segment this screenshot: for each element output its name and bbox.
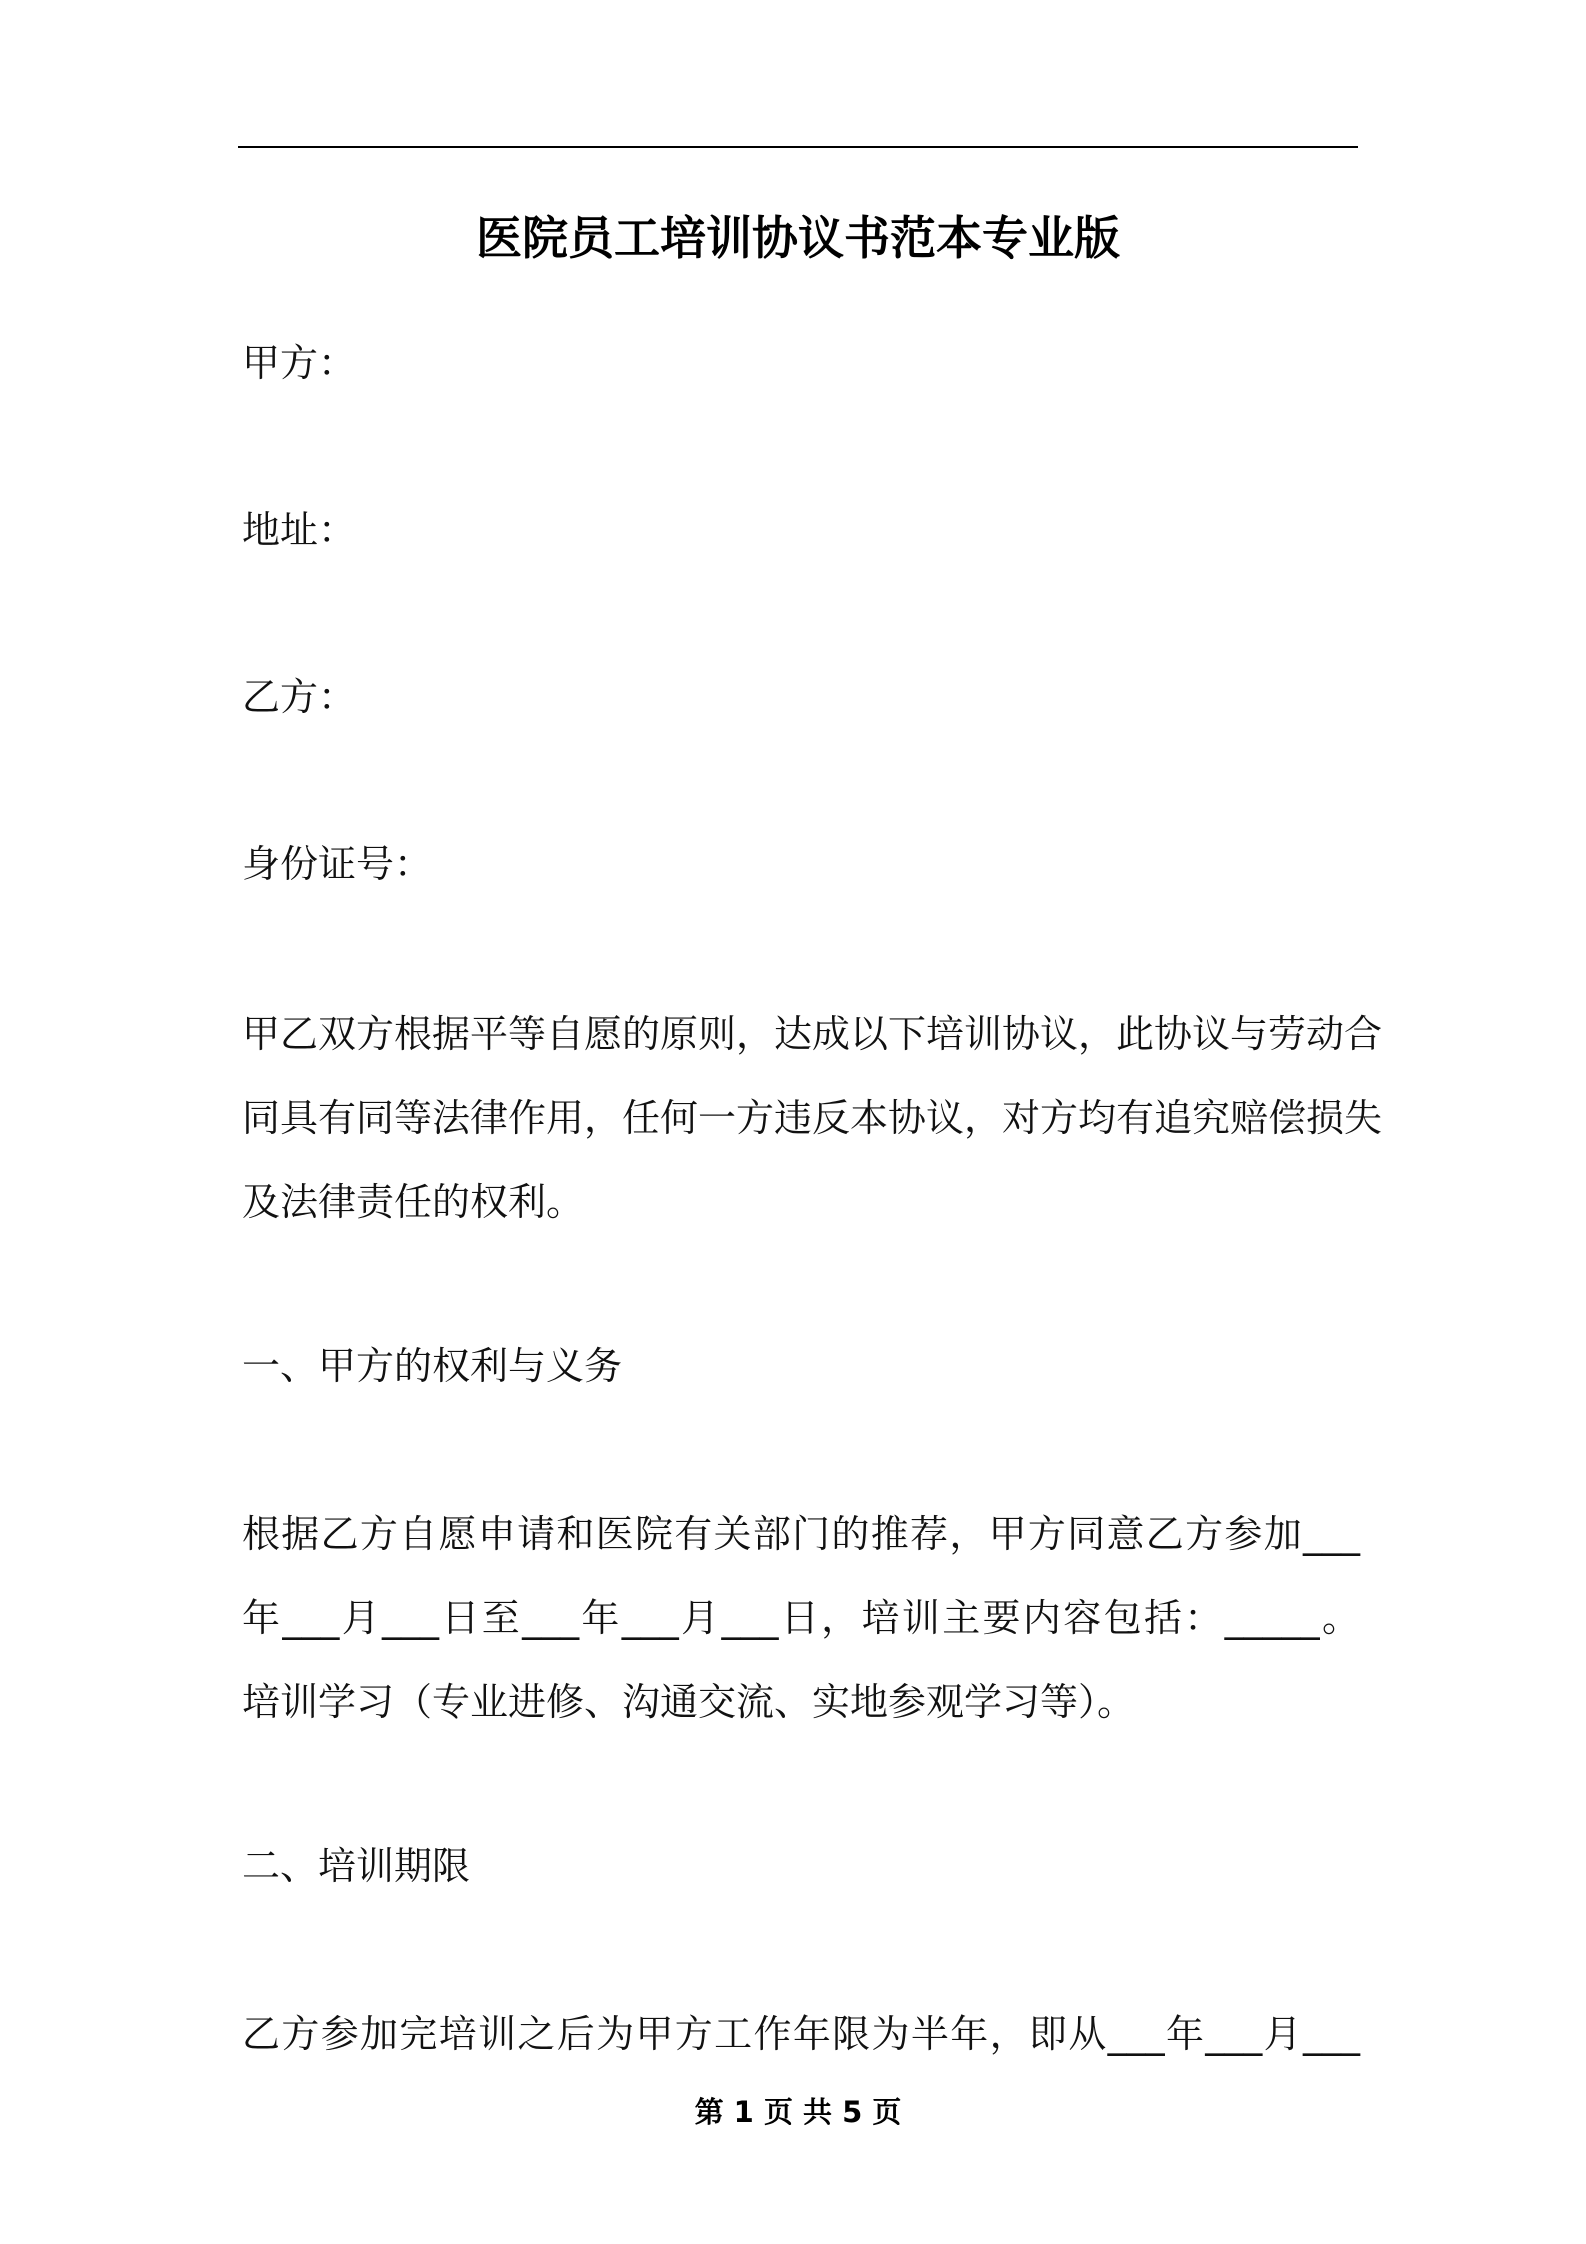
address-field: 地址： xyxy=(242,508,357,552)
id-number-field: 身份证号： xyxy=(242,842,433,886)
section-2-heading: 二、培训期限 xyxy=(242,1844,471,1888)
intro-line: 同具有同等法律作用，任何一方违反本协议，对方均有追究赔偿损失 xyxy=(242,1096,1383,1140)
intro-paragraph xyxy=(242,992,1383,1244)
section-1-paragraph xyxy=(242,1492,1360,1744)
section-1-line: 培训学习（专业进修、沟通交流、实地参观学习等）。 xyxy=(242,1680,1136,1724)
section-1-heading: 一、甲方的权利与义务 xyxy=(242,1344,623,1388)
intro-line: 及法律责任的权利。 xyxy=(242,1180,585,1224)
section-1-line: 年___月___日至___年___月___日，培训主要内容包括：_____。 xyxy=(242,1596,1360,1640)
section-2-line: 乙方参加完培训之后为甲方工作年限为半年，即从___年___月___ xyxy=(242,2012,1360,2056)
party-b-field: 乙方： xyxy=(242,675,357,719)
document-title: 医院员工培训协议书范本专业版 xyxy=(476,211,1120,265)
intro-line: 甲乙双方根据平等自愿的原则，达成以下培训协议，此协议与劳动合 xyxy=(242,1012,1383,1056)
header-rule xyxy=(238,146,1358,148)
party-a-field: 甲方： xyxy=(242,341,357,385)
page-number-footer: 第 1 页 共 5 页 xyxy=(694,2095,902,2129)
section-1-line: 根据乙方自愿申请和医院有关部门的推荐，甲方同意乙方参加___ xyxy=(242,1512,1360,1556)
section-2-paragraph xyxy=(242,1992,1360,2076)
